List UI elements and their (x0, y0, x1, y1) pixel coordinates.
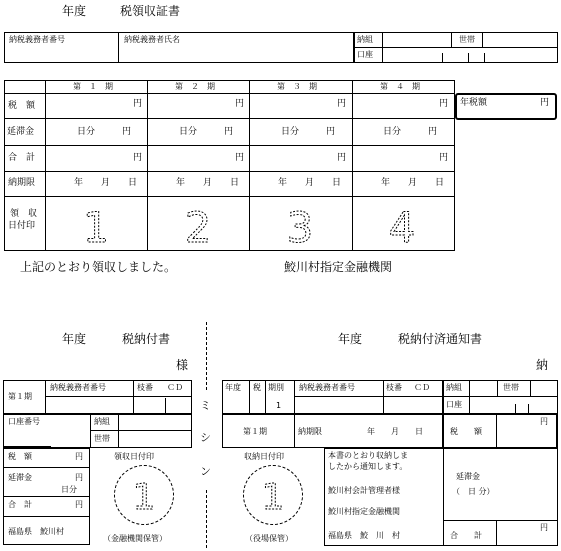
notice-nendo-col: 年度 (225, 383, 241, 392)
collection-keep-note: （役場保管） (245, 534, 293, 543)
slip-account-label: 口座番号 (8, 417, 40, 426)
slip-late-days: 日分 (61, 485, 77, 494)
collection-stamp-number-svg (243, 465, 303, 525)
slip-address: 福島県 鮫川村 (8, 527, 64, 536)
late-fee-1: 日分 円 (77, 127, 132, 137)
row-label-late-fee: 延滞金 (7, 127, 35, 137)
receipt-nouso-label: 納組 (357, 35, 373, 44)
notice-kibetsu-col: 期別 (268, 383, 284, 392)
stamp-number-3: 3 (286, 203, 314, 251)
total-yen-1: 円 (133, 153, 143, 163)
tax-yen-4: 円 (439, 99, 449, 109)
notice-cd-label: ＣＤ (414, 383, 430, 392)
annual-tax-label: 年税額 (460, 98, 488, 108)
tax-yen-3: 円 (337, 99, 347, 109)
notice-edaban-label: 枝番 (386, 383, 402, 392)
annual-tax-yen: 円 (540, 98, 550, 108)
row-label-due: 納期限 (8, 178, 36, 188)
notice-bank: 鮫川村指定金融機関 (328, 507, 400, 516)
slip-late-yen: 円 (75, 473, 83, 482)
slip-stamp-number-svg (114, 465, 174, 525)
slip-title: 税納付書 (122, 332, 171, 346)
tax-yen-2: 円 (235, 99, 245, 109)
slip-total-label: 合 計 (8, 500, 32, 509)
notice-setai-label: 世帯 (503, 383, 519, 392)
row-label-total: 合 計 (8, 153, 36, 163)
total-yen-4: 円 (439, 153, 449, 163)
receipt-footer-bank: 鮫川村指定金融機関 (284, 260, 393, 274)
notice-message-line-1: 本書のとおり収納しま (328, 451, 408, 460)
tax-yen-1: 円 (133, 99, 143, 109)
taxpayer-number-label: 納税義務者番号 (9, 35, 65, 44)
collection-stamp-number: 1 (261, 477, 285, 518)
notice-title: 税納付済通知書 (398, 332, 483, 346)
taxpayer-name-label: 納税義務者氏名 (124, 35, 180, 44)
due-date-4: 年 月 日 (381, 178, 445, 188)
perforation-char-3: ン (200, 465, 211, 478)
period-header-4: 第 ４ 期 (380, 82, 420, 91)
slip-cd-label: ＣＤ (167, 383, 183, 392)
collection-stamp-label: 収納日付印 (244, 452, 284, 461)
notice-taxpayer-number-label: 納税義務者番号 (299, 383, 355, 392)
notice-nouso-label: 納組 (446, 383, 462, 392)
slip-period: 第１期 (8, 392, 32, 401)
slip-stamp-label: 領収日付印 (114, 452, 154, 461)
perforation-char-2: シ (200, 431, 211, 444)
notice-late-label: 延滞金 (456, 472, 480, 481)
notice-officer: 鮫川村会計管理者様 (328, 486, 400, 495)
perforation-line-top (206, 322, 207, 390)
notice-message-line-2: したから通知します。 (328, 462, 408, 471)
slip-tax-label: 税 額 (8, 452, 32, 461)
notice-total-yen: 円 (540, 523, 548, 532)
slip-total-yen: 円 (75, 500, 83, 509)
slip-sama: 様 (176, 358, 189, 372)
late-fee-3: 日分 円 (281, 127, 336, 137)
perforation-char-1: ミ (200, 399, 211, 412)
notice-nou: 納 (536, 358, 549, 372)
due-date-3: 年 月 日 (278, 178, 342, 188)
notice-year-label: 年度 (338, 332, 363, 346)
notice-tax-yen: 円 (540, 417, 548, 426)
slip-tax-yen: 円 (75, 452, 83, 461)
notice-total-label: 合 計 (450, 531, 482, 540)
late-fee-4: 日分 円 (383, 127, 438, 137)
receipt-setai-label: 世帯 (459, 35, 475, 44)
notice-due-date: 年 月 日 (367, 427, 423, 436)
receipt-kouza-label: 口座 (357, 50, 373, 59)
period-header-2: 第 ２ 期 (175, 82, 215, 91)
row-label-stamp-2: 日付印 (8, 221, 36, 231)
stamp-number-2: 2 (184, 203, 212, 251)
period-header-1: 第 １ 期 (73, 82, 113, 91)
notice-address: 福島県 鮫 川 村 (328, 531, 400, 540)
notice-due-label: 納期限 (298, 427, 322, 436)
slip-setai-label: 世帯 (94, 434, 110, 443)
stamp-number-4: 4 (388, 203, 416, 251)
total-yen-3: 円 (337, 153, 347, 163)
total-yen-2: 円 (235, 153, 245, 163)
stamp-number-1: 1 (82, 203, 110, 251)
due-date-2: 年 月 日 (176, 178, 240, 188)
notice-late-days: （ 日 分） (452, 487, 495, 496)
period-header-3: 第 ３ 期 (277, 82, 317, 91)
receipt-title: 税領収証書 (120, 4, 181, 18)
slip-stamp-number: 1 (132, 477, 156, 518)
notice-kouza-label: 口座 (446, 400, 462, 409)
late-fee-2: 日分 円 (179, 127, 234, 137)
slip-year-label: 年度 (62, 332, 87, 346)
receipt-year-label: 年度 (62, 4, 87, 18)
due-date-1: 年 月 日 (74, 178, 138, 188)
notice-period: 第１期 (243, 427, 267, 436)
receipt-footer-text: 上記のとおり領収しました。 (20, 260, 177, 274)
slip-late-label: 延滞金 (8, 473, 32, 482)
row-label-stamp-1: 領 収 (10, 209, 38, 219)
slip-nouso-label: 納組 (94, 417, 110, 426)
perforation-line-bottom (206, 490, 207, 548)
notice-zei-col: 税 (253, 383, 261, 392)
slip-taxpayer-number-label: 納税義務者番号 (50, 383, 106, 392)
slip-edaban-label: 枝番 (137, 383, 153, 392)
slip-keep-note: （金融機関保管） (103, 534, 167, 543)
row-label-tax: 税 額 (8, 101, 36, 111)
notice-tax-label: 税 額 (450, 427, 482, 436)
notice-kibetsu-value: 1 (276, 401, 282, 410)
stamp-numbers (45, 196, 453, 251)
